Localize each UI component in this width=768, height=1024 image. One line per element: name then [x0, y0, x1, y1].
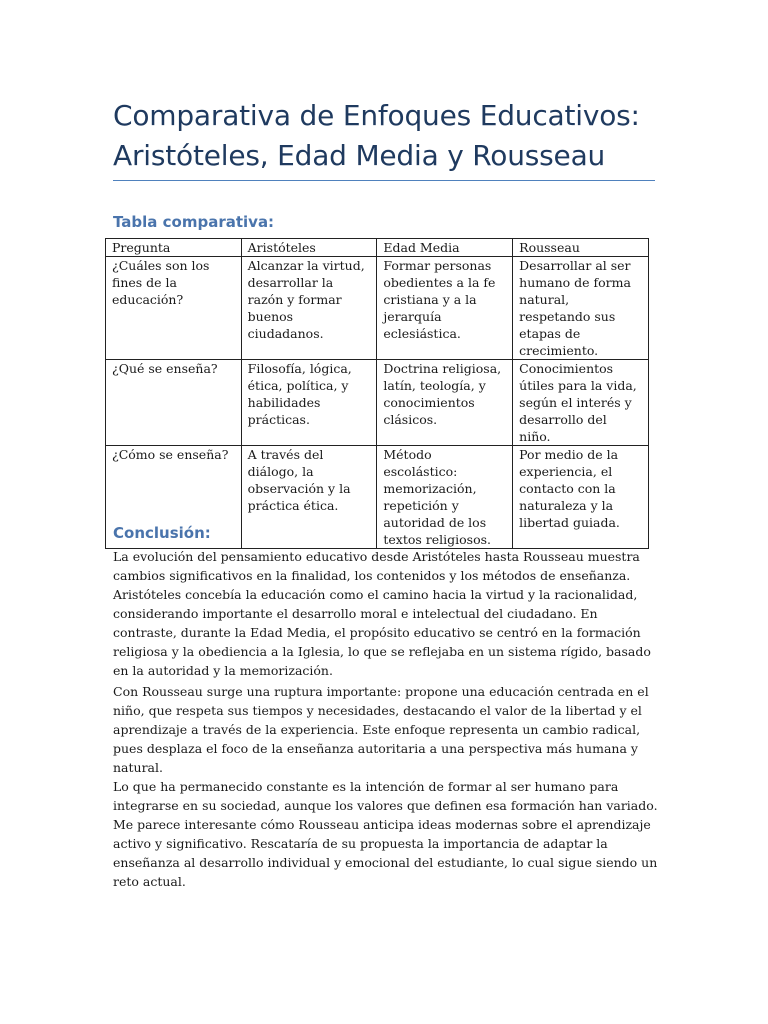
- table-cell: Alcanzar la virtud, desarrollar la razón y formar buenos ciudadanos.: [241, 257, 377, 360]
- table-cell: ¿Qué se enseña?: [106, 360, 242, 446]
- table-heading: Tabla comparativa:: [113, 213, 275, 231]
- table-row: [106, 257, 649, 360]
- table-header-row: [106, 239, 649, 257]
- table-cell: Desarrollar al ser humano de forma natural, respetando sus etapas de crecimiento.: [513, 257, 649, 360]
- table-cell: Conocimientos útiles para la vida, según el interés y desarrollo del niño.: [513, 360, 649, 446]
- header-cell-pregunta: Pregunta: [106, 239, 242, 257]
- table-cell: Método escolástico: memorización, repetición y autoridad de los textos religiosos.: [377, 446, 513, 549]
- table-cell: Por medio de la experiencia, el contacto con la naturaleza y la libertad guiada.: [513, 446, 649, 549]
- header-cell-rousseau: Rousseau: [513, 239, 649, 257]
- conclusion-paragraph-2: Con Rousseau surge una ruptura importante: propone una educación centrada en el niño, que respeta sus tiempos y necesidades, destacando el valor de la libertad y el aprendizaje a través de la experiencia. Este enfoque representa un cambio radical, pues desplaza el foco de la enseñanza autoritaria a una perspectiva más humana y natural.: [113, 684, 649, 775]
- table-cell: Formar personas obedientes a la fe cristiana y a la jerarquía eclesiástica.: [377, 257, 513, 360]
- title-line-2: Aristóteles, Edad Media y Rousseau: [113, 139, 606, 172]
- header-cell-edad-media: Edad Media: [377, 239, 513, 257]
- table-cell: Doctrina religiosa, latín, teología, y conocimientos clásicos.: [377, 360, 513, 446]
- table-cell: ¿Cómo se enseña?: [106, 446, 242, 549]
- conclusion-heading: Conclusión:: [113, 524, 211, 542]
- comparison-table: [105, 238, 649, 549]
- table-row: [106, 360, 649, 446]
- conclusion-paragraph-1: La evolución del pensamiento educativo desde Aristóteles hasta Rousseau muestra cambios significativos en la finalidad, los contenidos y los métodos de enseñanza. Aristóteles concebía la educación como el camino hacia la virtud y la racionalidad, considerando importante el desarrollo moral e intelectual del ciudadano. En contraste, durante la Edad Media, el propósito educativo se centró en la formación religiosa y la obediencia a la Iglesia, lo que se reflejaba en un sistema rígido, basado en la autoridad y la memorización.: [113, 549, 651, 678]
- title-divider: [113, 180, 655, 181]
- title-line-1: Comparativa de Enfoques Educativos:: [113, 99, 640, 132]
- header-cell-aristoteles: Aristóteles: [241, 239, 377, 257]
- table-cell: A través del diálogo, la observación y la práctica ética.: [241, 446, 377, 549]
- table-cell: ¿Cuáles son los fines de la educación?: [106, 257, 242, 360]
- conclusion-paragraph-3: Lo que ha permanecido constante es la intención de formar al ser humano para integrarse en su sociedad, aunque los valores que definen esa formación han variado. Me parece interesante cómo Rousseau anticipa ideas modernas sobre el aprendizaje activo y significativo. Rescataría de su propuesta la importancia de adaptar la enseñanza al desarrollo individual y emocional del estudiante, lo cual sigue siendo un reto actual.: [113, 779, 658, 889]
- table-cell: Filosofía, lógica, ética, política, y habilidades prácticas.: [241, 360, 377, 446]
- document-title: [113, 96, 673, 176]
